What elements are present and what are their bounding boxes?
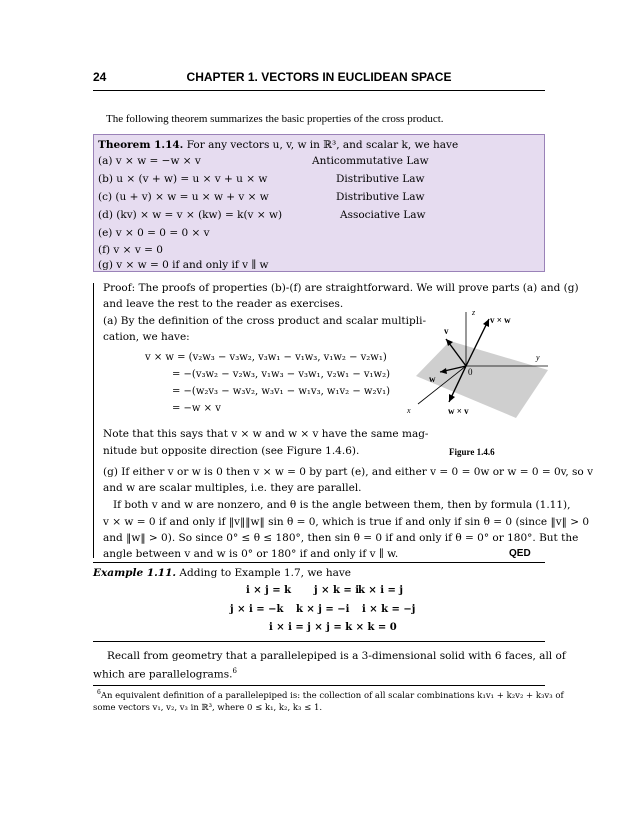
- example-line: [93, 567, 351, 579]
- plane-shading: [416, 341, 548, 418]
- label-w: w: [429, 374, 436, 384]
- intro-text: The following theorem summarizes the basic properties of the cross product.: [106, 113, 444, 125]
- label-wxv: w × v: [448, 406, 469, 416]
- example-eq-4: j × i = −k: [230, 604, 284, 615]
- example-eq-3: k × i = j: [358, 585, 404, 596]
- chapter-title: CHAPTER 1. VECTORS IN EUCLIDEAN SPACE: [186, 70, 452, 84]
- equation-line-3: = −(w₂v₃ − w₃v₂, w₃v₁ − w₁v₃, w₁v₂ − w₂v₁): [172, 386, 391, 397]
- example-title: Example 1.11.: [93, 567, 177, 579]
- theorem-title: Theorem 1.14.: [98, 139, 184, 151]
- theorem-law-a: Anticommutative Law: [312, 155, 429, 167]
- theorem-item-a: (a) v × w = −w × v: [98, 155, 201, 167]
- theorem-item-g: (g) v × w = 0 if and only if v ∥ w: [98, 259, 269, 271]
- footnote-line-1-wrap: [97, 689, 564, 701]
- label-origin: 0: [468, 367, 473, 377]
- label-v: v: [444, 326, 449, 336]
- theorem-law-c: Distributive Law: [336, 191, 425, 203]
- recall-line-1: Recall from geometry that a parallelepiped is a 3-dimensional solid with 6 faces, all of: [107, 650, 566, 662]
- example-eq-7: i × i = j × j = k × k = 0: [269, 622, 397, 633]
- theorem-law-d: Associative Law: [340, 209, 426, 221]
- g-line-5: and ‖w‖ > 0). So since 0° ≤ θ ≤ 180°, then sin θ = 0 if and only if θ = 0° or 180°. But the: [103, 532, 579, 544]
- label-vxw: v × w: [490, 315, 511, 325]
- proof-line-1: Proof: The proofs of properties (b)-(f) are straightforward. We will prove parts (a) and (g): [103, 282, 579, 294]
- theorem-header: [98, 139, 458, 151]
- qed-mark: QED: [509, 548, 531, 559]
- footnote-line-2: some vectors v₁, v₂, v₃ in ℝ³, where 0 ≤ k₁, k₂, k₃ ≤ 1.: [93, 703, 323, 713]
- g-line-6: angle between v and w is 0° or 180° if and only if v ∥ w.: [103, 548, 399, 560]
- theorem-item-b: (b) u × (v + w) = u × v + u × w: [98, 173, 268, 185]
- label-x: x: [407, 406, 411, 415]
- theorem-item-c: (c) (u + v) × w = u × w + v × w: [98, 191, 269, 203]
- footnote-mark: 6: [97, 689, 101, 696]
- theorem-item-d: (d) (kv) × w = v × (kw) = k(v × w): [98, 209, 283, 221]
- proof-line-3: (a) By the definition of the cross product and scalar multipli-: [103, 315, 426, 327]
- note-line-1: Note that this says that v × w and w × v have the same mag-: [103, 428, 429, 440]
- label-z: z: [472, 308, 476, 317]
- example-eq-1: i × j = k: [246, 585, 292, 596]
- equation-line-4: = −w × v: [172, 403, 221, 414]
- recall-line-2-wrap: [93, 667, 237, 681]
- theorem-statement: For any vectors u, v, w in ℝ³, and scalar k, we have: [186, 139, 459, 151]
- equation-line-2: = −(v₃w₂ − v₂w₃, v₁w₃ − v₃w₁, v₂w₁ − v₁w₂): [172, 369, 391, 380]
- proof-end-rule: [93, 562, 545, 563]
- footnote-line-1: An equivalent definition of a parallelepiped is: the collection of all scalar combinations k₁v₁ + k₂v₂ + k₃v₃ of: [100, 690, 564, 701]
- example-end-rule: [93, 641, 545, 642]
- proof-line-2: and leave the rest to the reader as exercises.: [103, 298, 344, 310]
- example-text: Adding to Example 1.7, we have: [179, 567, 352, 579]
- equation-line-1: v × w = (v₂w₃ − v₃w₂, v₃w₁ − v₁w₃, v₁w₂ − v₂w₁): [145, 352, 387, 363]
- page-header: [93, 70, 545, 90]
- note-line-2: nitude but opposite direction (see Figure 1.4.6).: [103, 445, 360, 457]
- figure-caption: Figure 1.4.6: [449, 447, 495, 457]
- page-number: 24: [93, 70, 107, 84]
- example-eq-6: i × k = −j: [362, 604, 416, 615]
- label-y: y: [536, 353, 540, 362]
- example-eq-2: j × k = i: [314, 585, 360, 596]
- theorem-law-b: Distributive Law: [336, 173, 425, 185]
- cross-product-figure: [388, 306, 558, 418]
- g-line-1: (g) If either v or w is 0 then v × w = 0 by part (e), and either v = 0 = 0w or w = 0 = 0v, so v: [103, 466, 594, 478]
- proof-bar: [93, 283, 94, 558]
- g-line-3: If both v and w are nonzero, and θ is the angle between them, then by formula (1.11),: [113, 499, 571, 511]
- proof-line-4: cation, we have:: [103, 331, 190, 343]
- recall-line-2: which are parallelograms.: [93, 668, 233, 681]
- theorem-item-e: (e) v × 0 = 0 = 0 × v: [98, 227, 210, 239]
- theorem-item-f: (f) v × v = 0: [98, 244, 163, 256]
- example-eq-5: k × j = −i: [296, 604, 350, 615]
- header-rule: [93, 90, 545, 91]
- footnote-rule: [93, 685, 545, 686]
- g-line-2: and w are scalar multiples, i.e. they are parallel.: [103, 482, 362, 494]
- footnote-ref: 6: [232, 667, 237, 675]
- g-line-4: v × w = 0 if and only if ‖v‖‖w‖ sin θ = 0, which is true if and only if sin θ = 0 (since ‖v‖ > 0: [103, 516, 590, 528]
